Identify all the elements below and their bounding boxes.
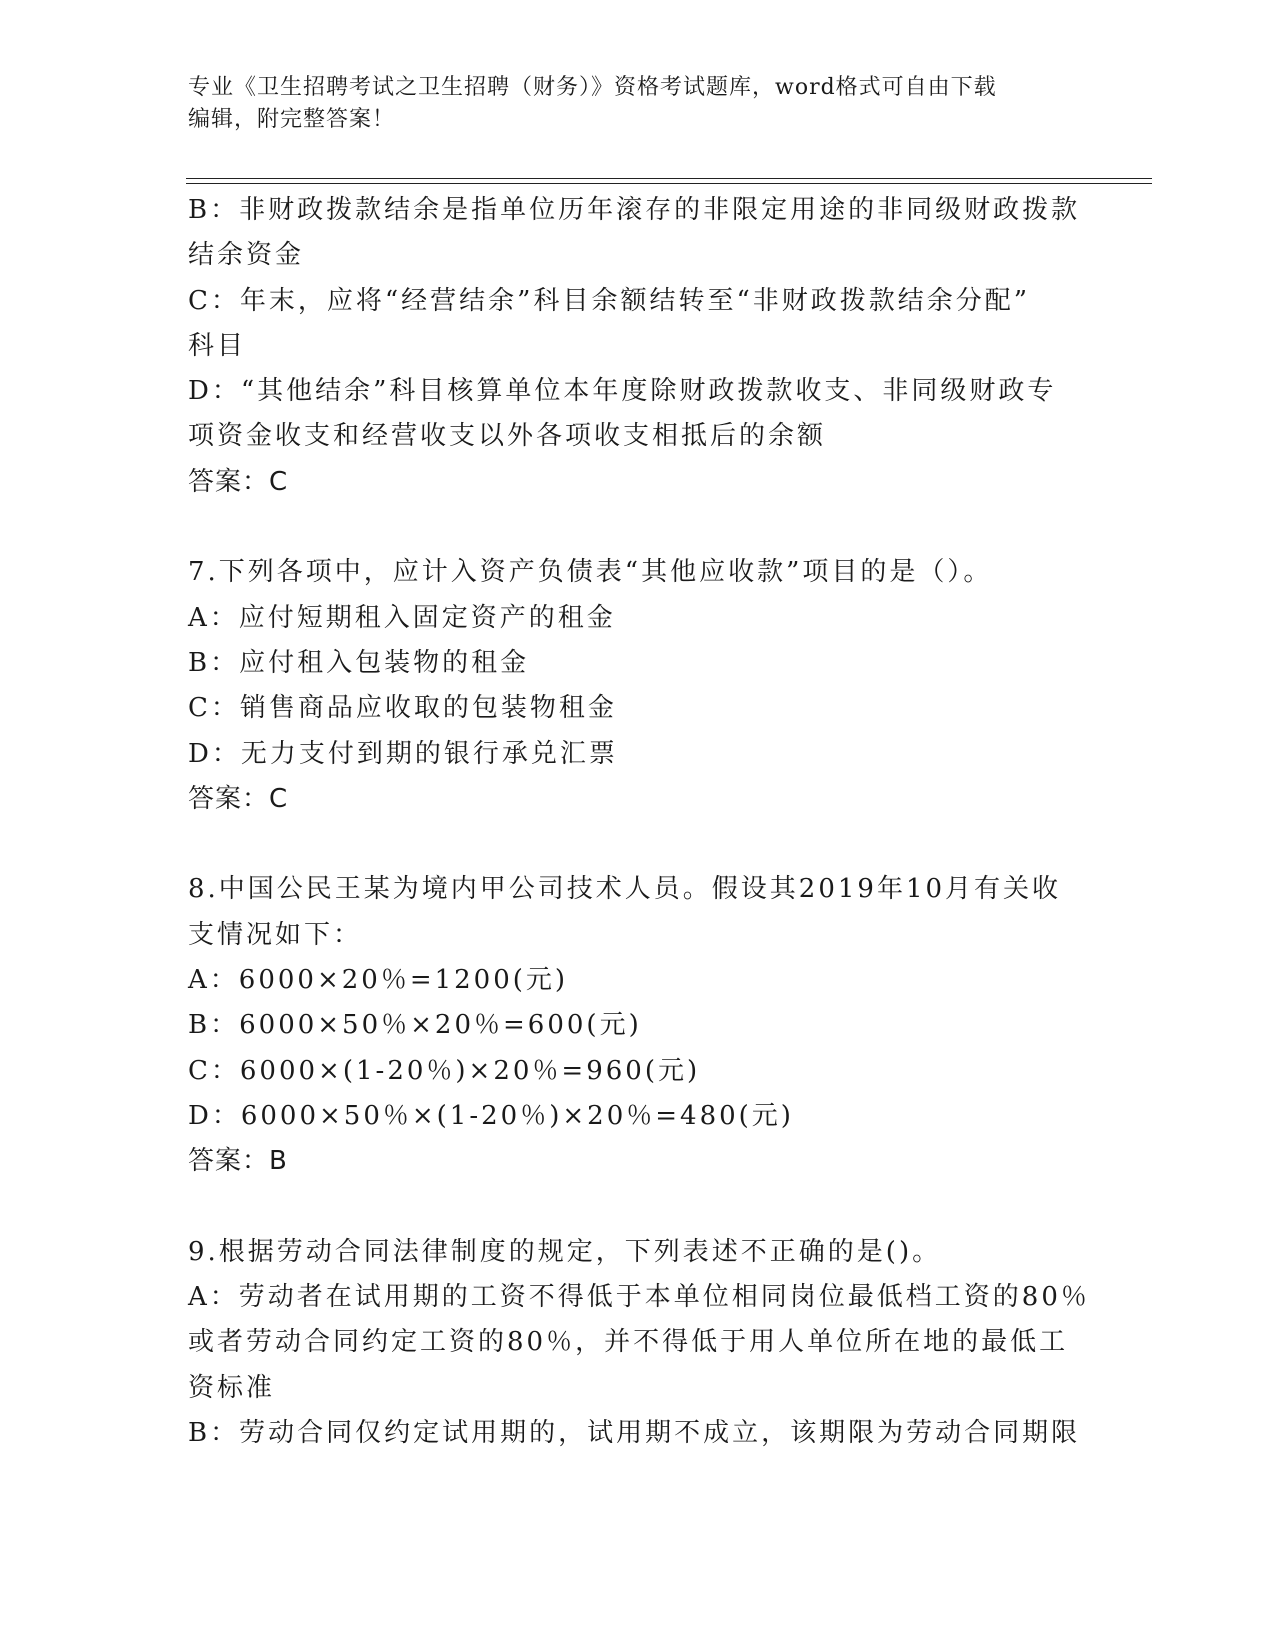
question-block-9 <box>188 1230 1088 1456</box>
header-rule-top <box>186 178 1152 179</box>
option-line: B：劳动合同仅约定试用期的，试用期不成立，该期限为劳动合同期限 <box>188 1418 1081 1449</box>
option-line: D：“其他结余”科目核算单位本年度除财政拨款收支、非同级财政专 <box>188 376 1057 407</box>
answer-line: 答案：C <box>188 783 289 814</box>
option-line: 资标准 <box>188 1372 276 1403</box>
spacer <box>188 1185 1088 1230</box>
answer-line: 答案：C <box>188 466 289 497</box>
question-stem: 7.下列各项中，应计入资产负债表“其他应收款”项目的是（）。 <box>188 557 993 588</box>
spacer <box>188 505 1088 550</box>
option-line: A：6000×20％=1200(元) <box>188 965 569 996</box>
question-stem: 8.中国公民王某为境内甲公司技术人员。假设其2019年10月有关收 <box>188 874 1062 905</box>
option-line: 结余资金 <box>188 240 305 271</box>
question-stem: 9.根据劳动合同法律制度的规定，下列表述不正确的是()。 <box>188 1236 942 1267</box>
option-line: 或者劳动合同约定工资的80％，并不得低于用人单位所在地的最低工 <box>188 1327 1069 1358</box>
spacer <box>188 822 1088 867</box>
option-line: B：应付租入包装物的租金 <box>188 647 530 678</box>
question-content <box>188 188 1088 1456</box>
option-line: B：6000×50％×20％=600(元) <box>188 1010 642 1041</box>
question-block-8 <box>188 867 1088 1184</box>
option-line: C：销售商品应收取的包装物租金 <box>188 693 617 724</box>
option-line: D：6000×50％×(1-20％)×20％=480(元) <box>188 1100 794 1131</box>
answer-line: 答案：B <box>188 1146 288 1177</box>
option-line: 科目 <box>188 330 247 361</box>
option-line: A：劳动者在试用期的工资不得低于本单位相同岗位最低档工资的80％ <box>188 1282 1090 1313</box>
option-line: D：无力支付到期的银行承兑汇票 <box>188 738 618 769</box>
option-line: B：非财政拨款结余是指单位历年滚存的非限定用途的非同级财政拨款 <box>188 195 1081 225</box>
option-line: A：应付短期租入固定资产的租金 <box>188 602 616 633</box>
question-block-7 <box>188 550 1088 822</box>
option-line: 项资金收支和经营收支以外各项收支相抵后的余额 <box>188 421 827 452</box>
question-block-6 <box>188 188 1088 505</box>
option-line: C：6000×(1-20％)×20％=960(元) <box>188 1055 701 1086</box>
document-header <box>188 72 1088 136</box>
header-line-1: 专业《卫生招聘考试之卫生招聘（财务）》资格考试题库，word格式可自由下载 <box>188 75 997 100</box>
header-rule-bottom <box>186 183 1152 184</box>
header-line-2: 编辑，附完整答案！ <box>188 107 396 132</box>
option-line: C：年末，应将“经营结余”科目余额结转至“非财政拨款结余分配” <box>188 285 1031 316</box>
question-stem: 支情况如下： <box>188 919 363 950</box>
